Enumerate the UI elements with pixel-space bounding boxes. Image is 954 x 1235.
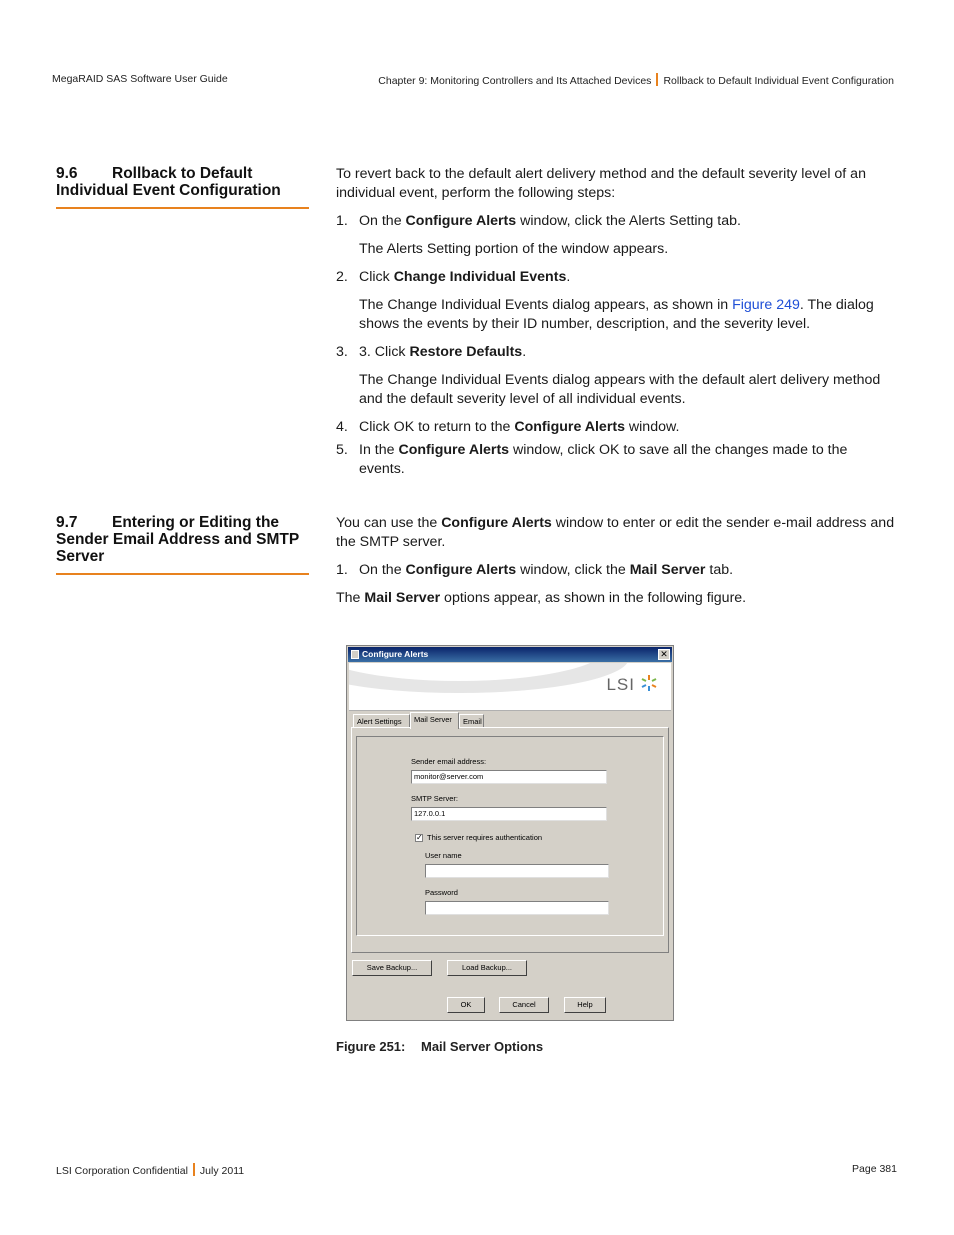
text: . The dialog shows the events by their ID number, description, and the severity level. — [359, 297, 874, 332]
text: window, click the Alerts Setting tab. — [516, 213, 741, 229]
tab-alert-settings[interactable]: Alert Settings — [353, 714, 410, 728]
dialog-title: Configure Alerts — [362, 649, 429, 659]
help-button[interactable]: Help — [564, 997, 606, 1013]
text: On the — [359, 213, 406, 229]
smtp-server-label: SMTP Server: — [411, 794, 458, 803]
text: window. — [624, 419, 680, 435]
paragraph — [336, 514, 896, 552]
paragraph: To revert back to the default alert delivery method and the default severity level of an individual event, perform the following steps: — [336, 166, 866, 201]
footer-left — [56, 1163, 244, 1177]
sender-email-input[interactable]: monitor@server.com — [411, 770, 607, 784]
close-icon[interactable]: ✕ — [658, 649, 670, 660]
cancel-button[interactable]: Cancel — [499, 997, 549, 1013]
step-note: The Change Individual Events dialog appears with the default alert delivery method and the default severity level of all individual events. — [359, 372, 881, 407]
list-item — [336, 441, 896, 479]
bold-text: Change Individual Events — [393, 269, 567, 285]
password-label: Password — [425, 888, 458, 897]
text: The — [336, 590, 365, 606]
configure-alerts-dialog — [346, 645, 674, 1021]
bold-text: Configure Alerts — [398, 442, 510, 458]
section-9-7-body — [336, 514, 896, 608]
section-number: 9.6 — [56, 165, 78, 182]
list-item — [336, 561, 896, 580]
user-name-input[interactable] — [425, 864, 609, 878]
auth-checkbox[interactable]: ✓ — [416, 833, 423, 842]
text: window, click the — [516, 562, 630, 578]
section-9-6-heading — [56, 165, 309, 209]
bold-text: Configure Alerts — [441, 515, 552, 531]
bold-text: Mail Server — [364, 590, 441, 606]
footer-divider — [193, 1163, 195, 1176]
bold-text: Mail Server — [629, 562, 706, 578]
step-number: 1. — [336, 562, 348, 578]
lsi-logo: LSI — [606, 675, 635, 694]
header-divider — [656, 73, 658, 86]
section-title: Entering or Editing the Sender Email Address and SMTP Server — [56, 514, 299, 565]
header-doc-title: MegaRAID SAS Software User Guide — [52, 73, 228, 85]
list-item — [336, 418, 896, 437]
step-note — [336, 296, 896, 334]
header-chapter — [378, 73, 894, 87]
user-name-label: User name — [425, 851, 462, 860]
tab-email[interactable]: Email — [459, 714, 484, 728]
footer-date: July 2011 — [199, 1165, 245, 1177]
text: window to enter or edit the sender e-mail address and the SMTP server. — [336, 515, 895, 550]
list-item — [336, 268, 896, 287]
load-backup-button[interactable]: Load Backup... — [447, 960, 527, 976]
text: window, click OK to save all the changes made to the events. — [359, 442, 848, 477]
text: In the — [359, 442, 399, 458]
save-backup-button[interactable]: Save Backup... — [352, 960, 432, 976]
text: tab. — [705, 562, 734, 578]
header-section-text: Rollback to Default Individual Event Configuration — [663, 75, 894, 87]
bold-text: Configure Alerts — [405, 213, 517, 229]
sender-email-label: Sender email address: — [411, 757, 487, 766]
paragraph — [336, 589, 896, 608]
text: You can use the — [336, 515, 442, 531]
section-number: 9.7 — [56, 514, 78, 531]
header-chapter-text: Chapter 9: Monitoring Controllers and Its Attached Devices — [378, 75, 652, 87]
text: . — [566, 269, 571, 285]
list-item — [336, 212, 896, 231]
figure-249-link[interactable]: Figure 249 — [732, 297, 800, 313]
figure-caption — [336, 1039, 543, 1054]
window-icon — [351, 650, 359, 659]
step-note: The Alerts Setting portion of the window appears. — [359, 241, 669, 257]
lsi-star-icon — [639, 673, 659, 693]
text: The Change Individual Events dialog appears, as shown in — [359, 297, 733, 313]
text: options appear, as shown in the following figure. — [440, 590, 747, 606]
bold-text: Restore Defaults — [409, 344, 523, 360]
tab-mail-server[interactable]: Mail Server — [410, 712, 459, 729]
smtp-server-input[interactable]: 127.0.0.1 — [411, 807, 607, 821]
text: On the — [359, 562, 406, 578]
ok-button[interactable]: OK — [447, 997, 485, 1013]
figure-title: Mail Server Options — [421, 1039, 544, 1054]
dialog-titlebar — [348, 647, 672, 662]
text: 3. Click — [359, 344, 410, 360]
bold-text: Configure Alerts — [514, 419, 625, 435]
step-number: 2. — [336, 269, 348, 285]
footer-confidential: LSI Corporation Confidential — [56, 1165, 188, 1177]
password-input[interactable] — [425, 901, 609, 915]
step-number: 1. — [336, 213, 348, 229]
list-item — [336, 343, 896, 362]
dialog-banner — [349, 663, 671, 711]
step-number: 4. — [336, 419, 348, 435]
mail-server-panel — [351, 727, 669, 953]
section-9-7-heading — [56, 514, 309, 575]
text: Click — [359, 269, 394, 285]
step-number: 5. — [336, 442, 348, 458]
bold-text: Configure Alerts — [405, 562, 517, 578]
text: . — [522, 344, 527, 360]
text: Click OK to return to the — [359, 419, 515, 435]
page-number: Page 381 — [852, 1163, 897, 1175]
step-number: 3. — [336, 344, 348, 360]
auth-label: This server requires authentication — [427, 833, 543, 842]
mail-server-inner — [356, 736, 664, 936]
figure-label: Figure 251: — [336, 1039, 406, 1054]
section-title: Rollback to Default Individual Event Configuration — [56, 165, 281, 199]
section-9-6-body — [336, 165, 896, 479]
